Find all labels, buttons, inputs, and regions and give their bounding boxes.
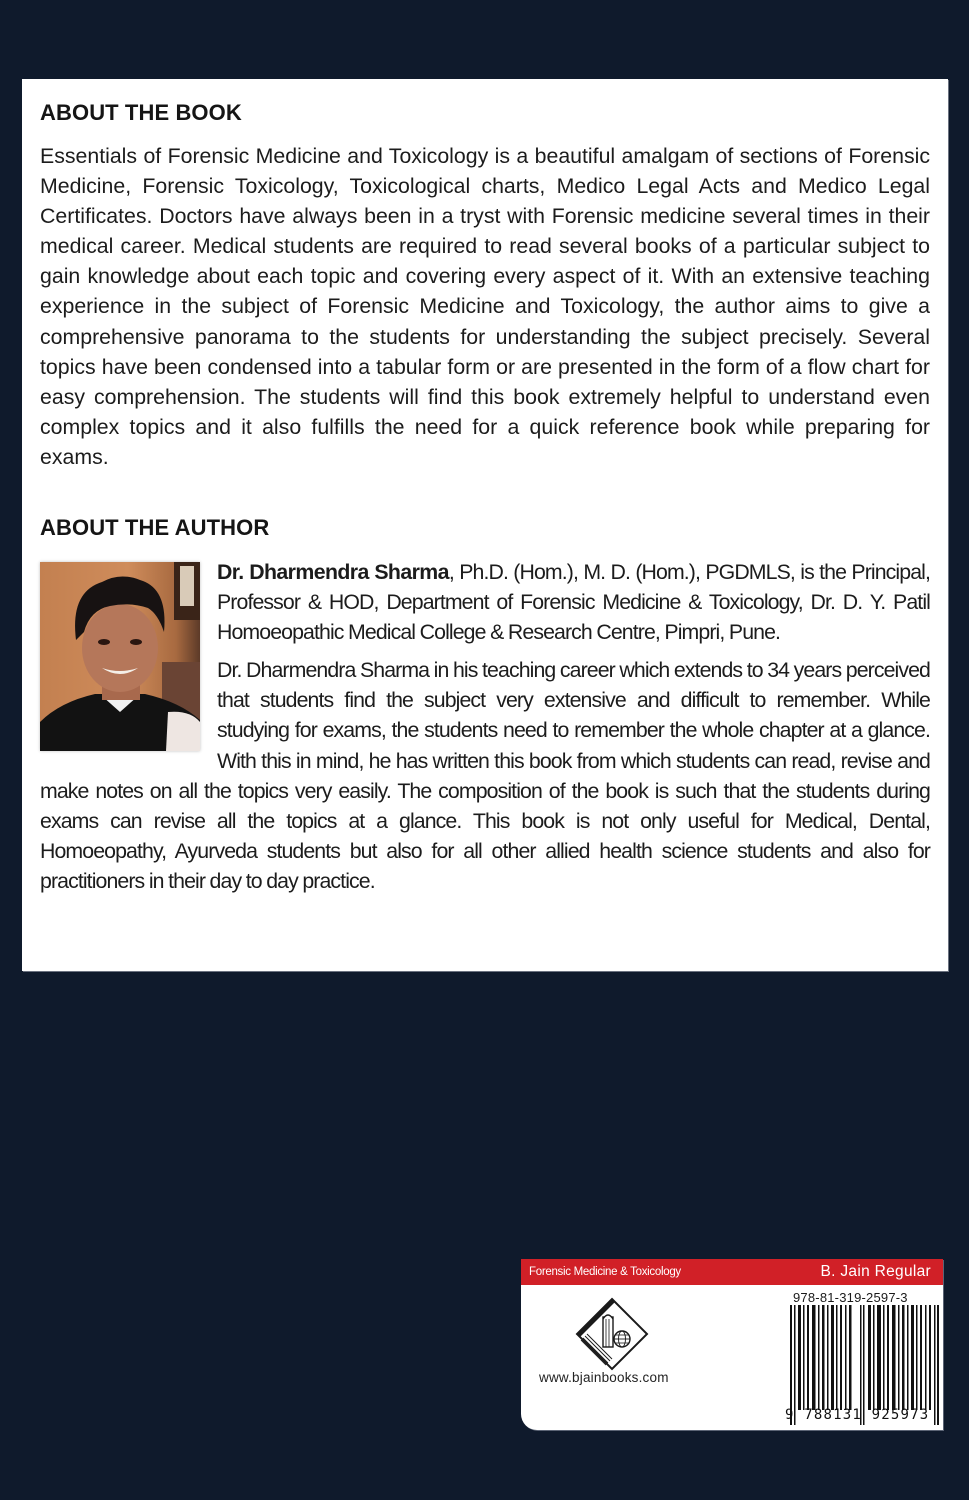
author-photo (40, 562, 200, 751)
author-name: Dr. Dharmendra Sharma (217, 560, 449, 584)
publisher-logo-icon (575, 1297, 649, 1371)
barcode-digits: 9 788131 925973 (785, 1407, 930, 1423)
isbn-number: 978-81-319-2597-3 (793, 1290, 908, 1305)
label-red-bar (521, 1259, 943, 1285)
series-name: Forensic Medicine & Toxicology (529, 1266, 681, 1278)
author-bio-2: Dr. Dharmendra Sharma in his teaching career which extends to 34 years perceived that students find the subject very extensive and difficult to remember. While studying for exams, the students need to remember the whole chapter at a glance. With this in mind, he has written this book from which students can read, revise and make notes on all the topics very easily. The composition of the book is such that the students during exams can revise all the topics at a glance. This book is not only useful for Medical, Dental, Homoeopathy, Ayurveda students but also for all other allied health science students and also for practitioners in their day to day practice. (40, 658, 930, 893)
about-author-heading: ABOUT THE AUTHOR (40, 515, 270, 540)
about-book-heading: ABOUT THE BOOK (40, 100, 242, 125)
about-panel (22, 79, 948, 971)
imprint-name: B. Jain Regular (820, 1263, 931, 1280)
website-link[interactable]: www.bjainbooks.com (539, 1370, 669, 1385)
author-credentials: , Ph.D. (Hom.), M. D. (Hom.), PGDMLS, is the Principal, Professor & HOD, Department of Forensic Medicine & Toxicology, Dr. D. Y. Patil Homoeopathic Medical College & Research Centre, Pimpri, Pune. (217, 560, 930, 645)
about-book-paragraph: Essentials of Forensic Medicine and Toxicology is a beautiful amalgam of sections of Forensic Medicine, Forensic Toxicology, Toxicological charts, Medico Legal Acts and Medico Legal Certificates. Doctors have always been in a tryst with Forensic medicine several times in their medical career. Medical students are required to read several books of a particular subject to gain knowledge about each topic and covering every aspect of it. With an extensive teaching experience in the subject of Forensic Medicine and Toxicology, the author aims to give a comprehensive panorama to the students for understanding the subject precisely. Several topics have been condensed into a tabular form or are presented in the form of a flow chart for easy comprehension. The students will find this book extremely helpful to understand even complex topics and it also fulfills the need for a quick reference book while preparing for exams. (40, 144, 930, 469)
author-section (40, 557, 930, 896)
author-portrait-icon (40, 562, 200, 751)
barcode-label (521, 1259, 943, 1430)
